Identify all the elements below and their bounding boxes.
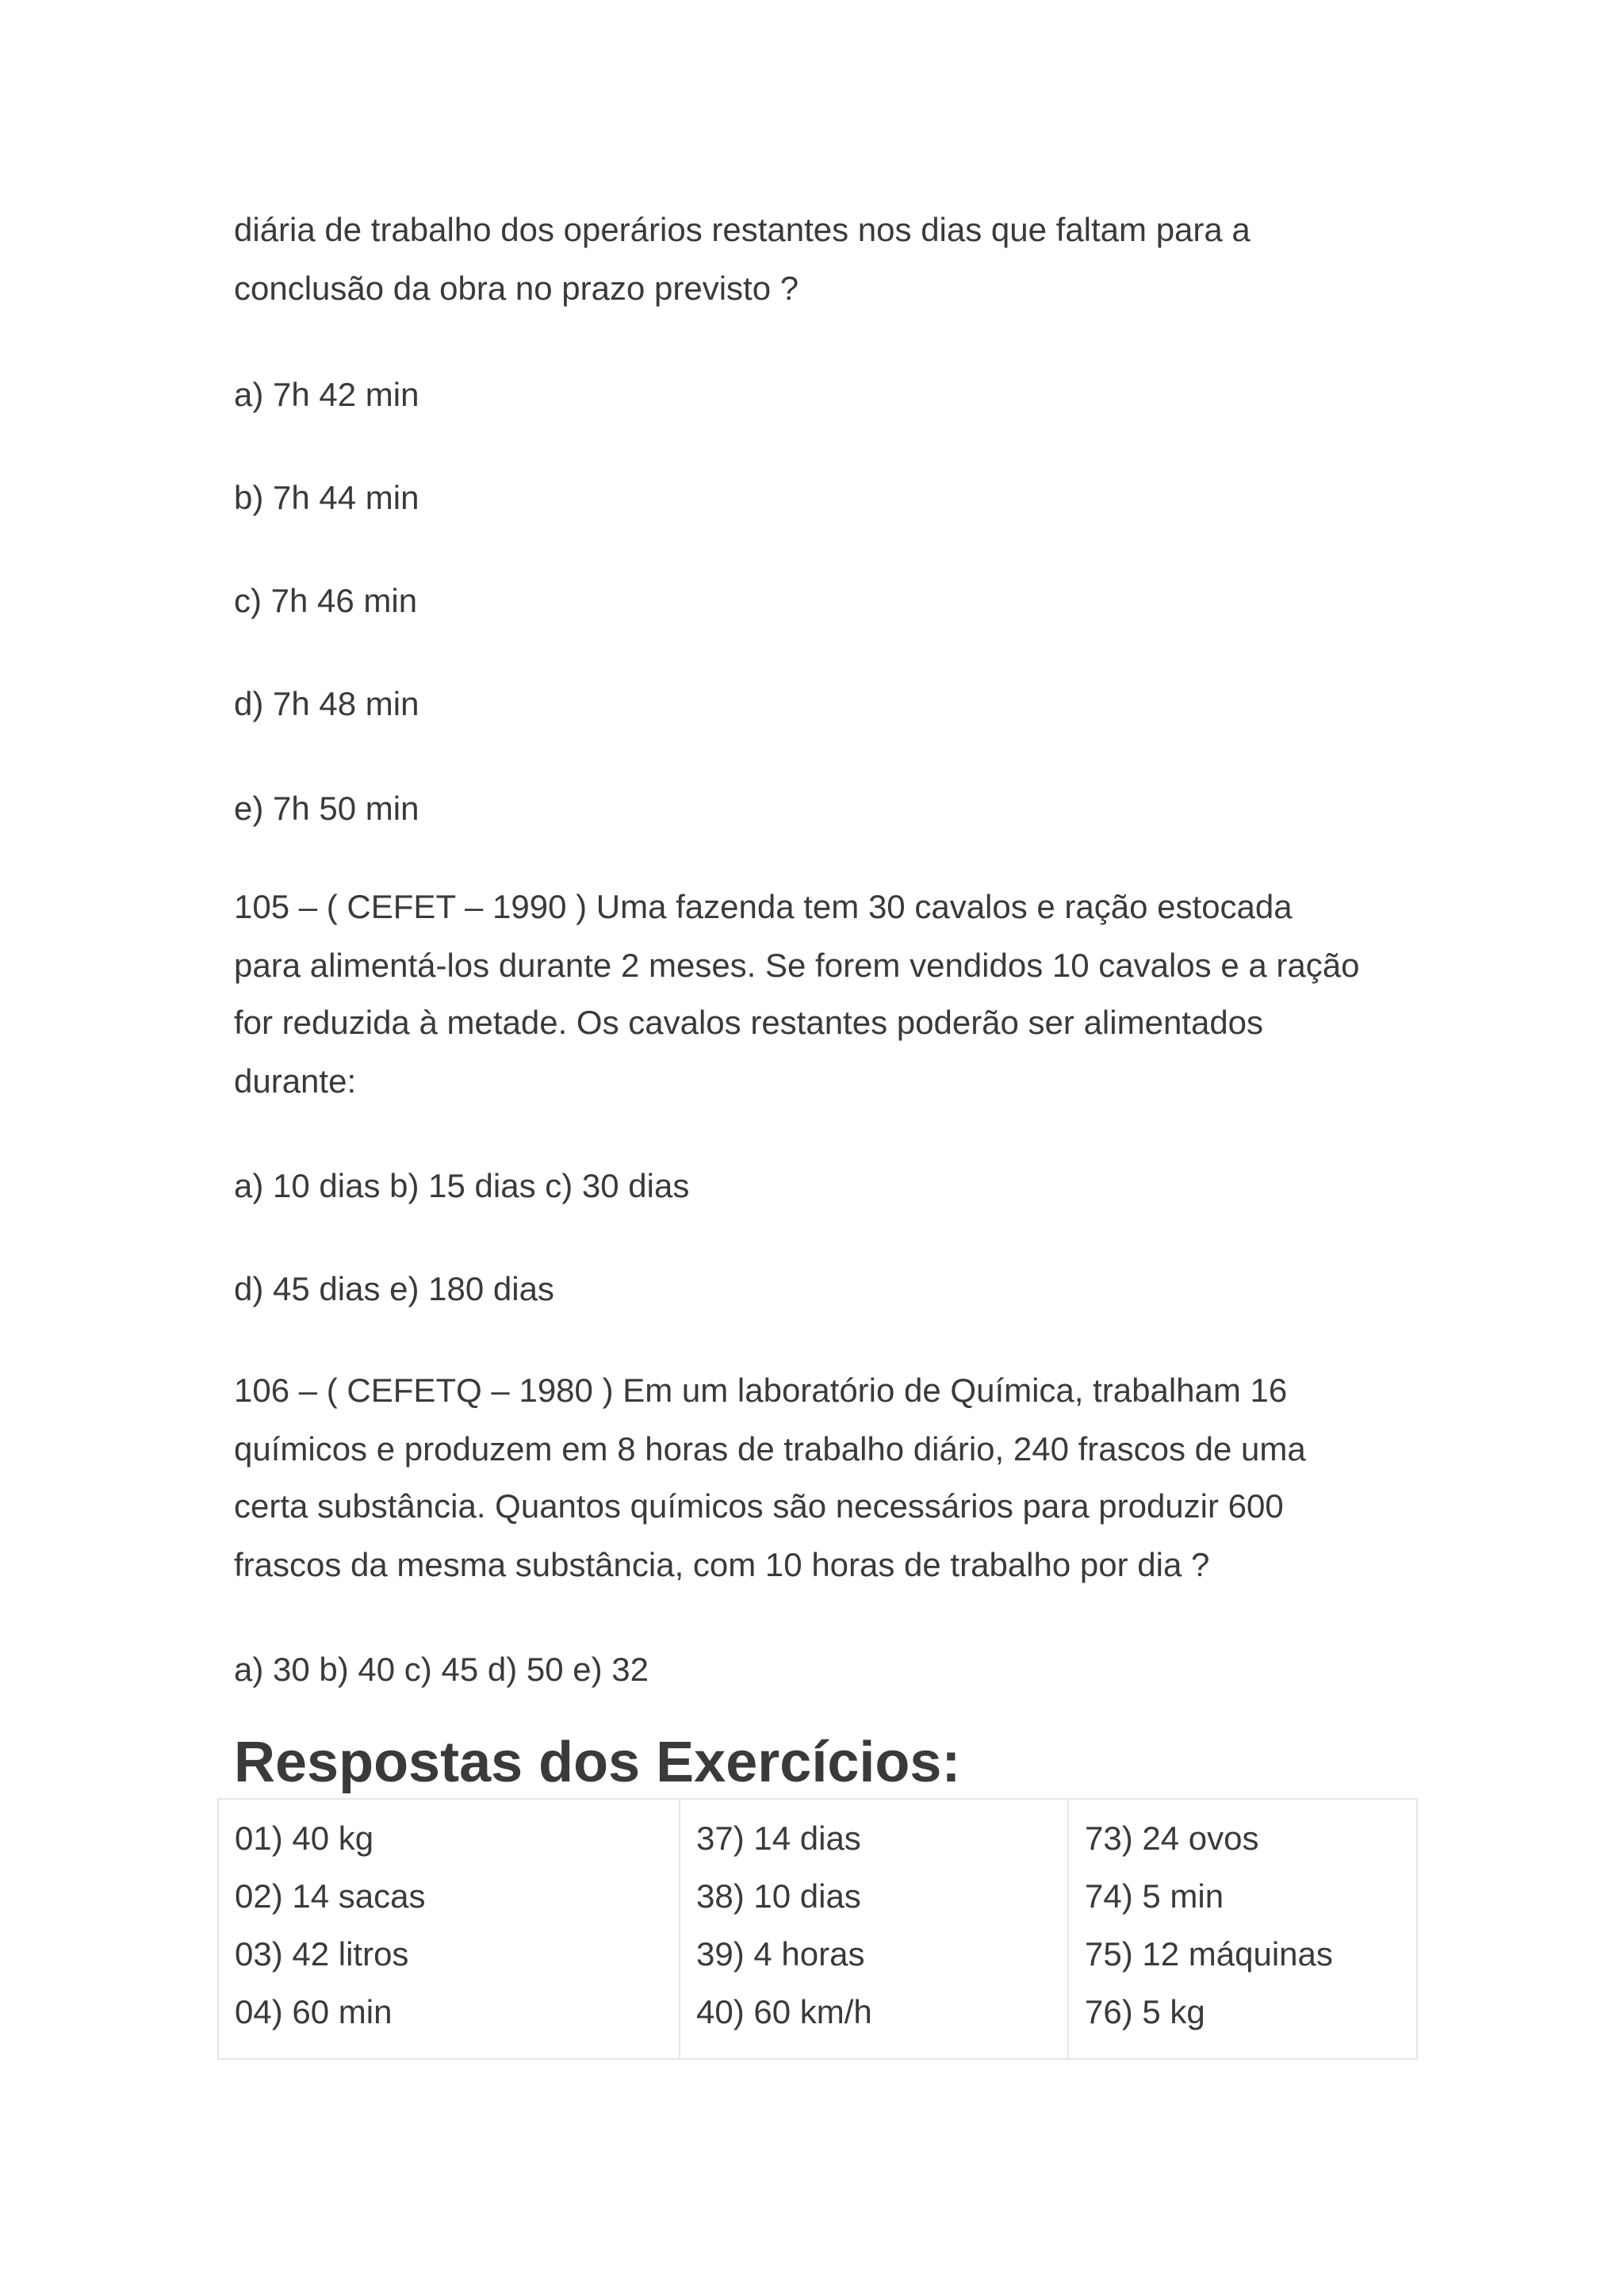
- option-b: b) 7h 44 min: [234, 479, 419, 516]
- answers-column: [219, 1800, 680, 2058]
- answer-item: 03) 42 litros: [235, 1935, 409, 1973]
- question-105-line: for reduzida à metade. Os cavalos restantes poderão ser alimentados: [234, 1004, 1264, 1041]
- question-105-line: para alimentá-los durante 2 meses. Se forem vendidos 10 cavalos e a ração: [234, 947, 1360, 984]
- question-106-line: certa substância. Quantos químicos são necessários para produzir 600: [234, 1487, 1284, 1525]
- option-e: e) 7h 50 min: [234, 790, 419, 827]
- answers-table: [217, 1798, 1418, 2060]
- option-d: d) 7h 48 min: [234, 685, 419, 722]
- question-105-options: a) 10 dias b) 15 dias c) 30 dias: [234, 1167, 690, 1204]
- answers-column: [1069, 1800, 1418, 2058]
- option-a: a) 7h 42 min: [234, 376, 419, 413]
- answer-item: 01) 40 kg: [235, 1820, 374, 1857]
- question-105-line: durante:: [234, 1062, 357, 1100]
- answers-column: [680, 1800, 1069, 2058]
- question-105-line: 105 – ( CEFET – 1990 ) Uma fazenda tem 30 cavalos e ração estocada: [234, 888, 1293, 925]
- answers-heading: Respostas dos Exercícios:: [234, 1731, 961, 1794]
- answer-item: 74) 5 min: [1085, 1877, 1224, 1915]
- question-106-line: químicos e produzem em 8 horas de trabalho diário, 240 frascos de uma: [234, 1430, 1306, 1468]
- answer-item: 37) 14 dias: [696, 1820, 861, 1857]
- question-106-options: a) 30 b) 40 c) 45 d) 50 e) 32: [234, 1651, 649, 1688]
- question-106-line: 106 – ( CEFETQ – 1980 ) Em um laboratório de Química, trabalham 16: [234, 1372, 1288, 1409]
- question-text-line: conclusão da obra no prazo previsto ?: [234, 270, 799, 307]
- question-text-line: diária de trabalho dos operários restantes nos dias que faltam para a: [234, 211, 1251, 248]
- option-c: c) 7h 46 min: [234, 582, 418, 619]
- answer-item: 39) 4 horas: [696, 1935, 865, 1973]
- answer-item: 75) 12 máquinas: [1085, 1935, 1333, 1973]
- question-105-options: d) 45 dias e) 180 dias: [234, 1270, 554, 1307]
- answer-item: 02) 14 sacas: [235, 1877, 426, 1915]
- question-106-line: frascos da mesma substância, com 10 horas de trabalho por dia ?: [234, 1546, 1210, 1583]
- answer-item: 04) 60 min: [235, 1993, 393, 2030]
- answer-item: 38) 10 dias: [696, 1877, 861, 1915]
- answer-item: 40) 60 km/h: [696, 1993, 872, 2030]
- answer-item: 76) 5 kg: [1085, 1993, 1205, 2030]
- answer-item: 73) 24 ovos: [1085, 1820, 1259, 1857]
